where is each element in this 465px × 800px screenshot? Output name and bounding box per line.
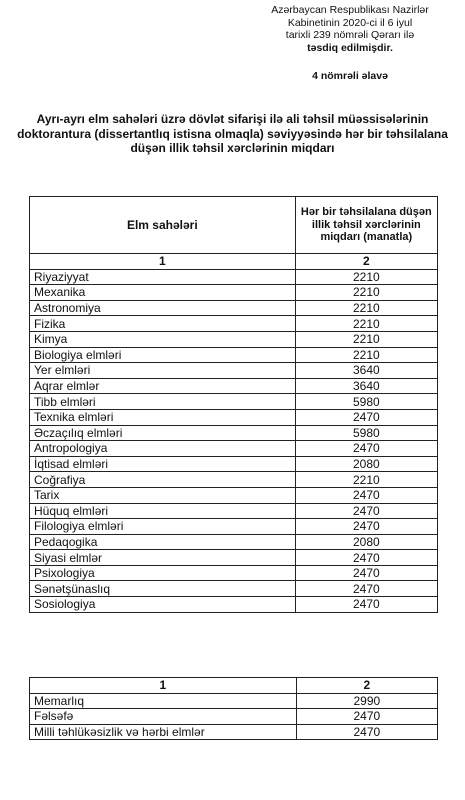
field-name-cell: İqtisad elmləri xyxy=(30,456,296,472)
table-row xyxy=(30,503,438,519)
amount-cell: 2470 xyxy=(295,519,437,535)
column-number: 2 xyxy=(296,678,437,694)
field-name-cell: Filologiya elmləri xyxy=(30,519,296,535)
table-body xyxy=(30,269,438,612)
field-name-cell: Sosiologiya xyxy=(30,597,296,613)
table-row xyxy=(30,378,438,394)
column-number: 2 xyxy=(295,254,437,270)
amount-cell: 2470 xyxy=(296,724,437,740)
field-name-cell: Fəlsəfə xyxy=(30,709,297,725)
amount-cell: 2470 xyxy=(295,550,437,566)
field-name-cell: Mexanika xyxy=(30,285,296,301)
table-row xyxy=(30,409,438,425)
header-line: Kabinetinin 2020-ci il 6 iyul xyxy=(287,16,413,29)
table-row xyxy=(30,331,438,347)
field-name-cell: Sənətşünaslıq xyxy=(30,581,296,597)
column-header-amount: Hər bir təhsilalana düşən illik təhsil xərclərinin miqdarı (manatla) xyxy=(295,197,437,254)
table-row xyxy=(30,269,438,285)
expenses-table xyxy=(29,196,438,613)
field-name-cell: Pedaqogika xyxy=(30,534,296,550)
appendix-number: 4 nömrəli əlavə xyxy=(312,70,388,82)
amount-cell: 2210 xyxy=(295,331,437,347)
amount-cell: 2470 xyxy=(295,581,437,597)
amount-cell: 2210 xyxy=(295,300,437,316)
document-title: Ayrı-ayrı elm sahələri üzrə dövlət sifarişi ilə ali təhsil müəssisələrinin doktorantura (dissertantlıq istisna olmaqla) səviyyəsində hər bir təhsilalana düşən illik təhsil xərclərinin miqdarı xyxy=(17,112,448,155)
table-body xyxy=(30,693,438,740)
amount-cell: 2210 xyxy=(295,347,437,363)
table-row xyxy=(30,425,438,441)
table-row xyxy=(30,565,438,581)
amount-cell: 2470 xyxy=(295,565,437,581)
table-row xyxy=(30,347,438,363)
approval-header xyxy=(250,4,450,54)
table-row xyxy=(30,472,438,488)
amount-cell: 2990 xyxy=(296,693,437,709)
header-line: Azərbaycan Respublikası Nazirlər xyxy=(271,4,429,16)
field-name-cell: Tibb elmləri xyxy=(30,394,296,410)
field-name-cell: Kimya xyxy=(30,331,296,347)
amount-cell: 2470 xyxy=(295,597,437,613)
field-name-cell: Biologiya elmləri xyxy=(30,347,296,363)
field-name-cell: Aqrar elmlər xyxy=(30,378,296,394)
amount-cell: 2470 xyxy=(295,487,437,503)
additional-expenses-table xyxy=(29,677,438,740)
table-row xyxy=(30,394,438,410)
field-name-cell: Antropologiya xyxy=(30,441,296,457)
amount-cell: 2470 xyxy=(296,709,437,725)
amount-cell: 2470 xyxy=(295,441,437,457)
table-row xyxy=(30,693,438,709)
amount-cell: 2470 xyxy=(295,503,437,519)
field-name-cell: Psixologiya xyxy=(30,565,296,581)
field-name-cell: Yer elmləri xyxy=(30,363,296,379)
field-name-cell: Hüquq elmləri xyxy=(30,503,296,519)
field-name-cell: Milli təhlükəsizlik və hərbi elmlər xyxy=(30,724,297,740)
table-row xyxy=(30,441,438,457)
field-name-cell: Riyaziyyat xyxy=(30,269,296,285)
column-number: 1 xyxy=(30,254,296,270)
table-row xyxy=(30,316,438,332)
approved-text: təsdiq edilmişdir. xyxy=(307,41,393,54)
column-number: 1 xyxy=(30,678,297,694)
column-header-fields: Elm sahələri xyxy=(30,197,296,254)
amount-cell: 2210 xyxy=(295,316,437,332)
field-name-cell: Tarix xyxy=(30,487,296,503)
amount-cell: 2470 xyxy=(295,409,437,425)
table-row xyxy=(30,285,438,301)
table-row xyxy=(30,456,438,472)
amount-cell: 3640 xyxy=(295,378,437,394)
amount-cell: 5980 xyxy=(295,394,437,410)
table-row xyxy=(30,597,438,613)
table-row xyxy=(30,519,438,535)
field-name-cell: Coğrafiya xyxy=(30,472,296,488)
table-row xyxy=(30,487,438,503)
field-name-cell: Siyasi elmlər xyxy=(30,550,296,566)
amount-cell: 2080 xyxy=(295,534,437,550)
table-row xyxy=(30,709,438,725)
amount-cell: 2080 xyxy=(295,456,437,472)
field-name-cell: Fizika xyxy=(30,316,296,332)
field-name-cell: Memarlıq xyxy=(30,693,297,709)
amount-cell: 5980 xyxy=(295,425,437,441)
field-name-cell: Əczaçılıq elmləri xyxy=(30,425,296,441)
table-row xyxy=(30,300,438,316)
field-name-cell: Astronomiya xyxy=(30,300,296,316)
table-row xyxy=(30,534,438,550)
header-line: tarixli 239 nömrəli Qərarı ilə xyxy=(285,29,415,41)
amount-cell: 2210 xyxy=(295,472,437,488)
table-row xyxy=(30,550,438,566)
amount-cell: 2210 xyxy=(295,269,437,285)
amount-cell: 2210 xyxy=(295,285,437,301)
field-name-cell: Texnika elmləri xyxy=(30,409,296,425)
table-row xyxy=(30,363,438,379)
amount-cell: 3640 xyxy=(295,363,437,379)
table-row xyxy=(30,724,438,740)
table-row xyxy=(30,581,438,597)
